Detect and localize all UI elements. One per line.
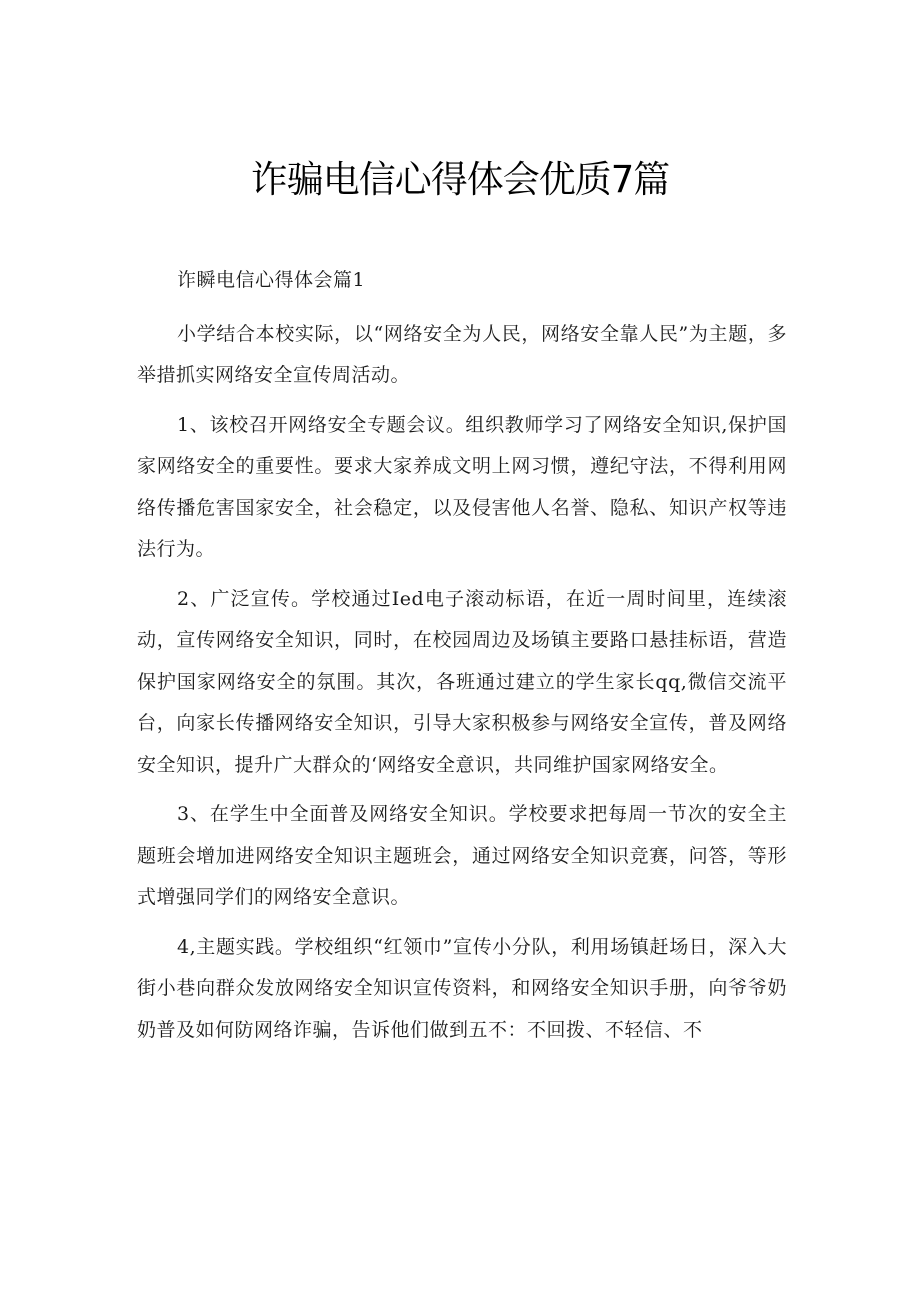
paragraph-intro: 小学结合本校实际，以“网络安全为人民，网络安全靠人民”为主题，多举措抓实网络安全宣传周活动。 (137, 322, 787, 386)
section-heading: 诈瞬电信心得体会篇1 (177, 269, 366, 291)
paragraph-item-4: 4,主题实践。学校组织“红领巾”宣传小分队，利用场镇赶场日，深入大街小巷向群众发放网络安全知识宣传资料，和网络安全知识手册，向爷爷奶奶普及如何防网络诈骗，告诉他们做到五不：不回拨、不轻信、不 (137, 935, 787, 1041)
paragraph-item-3: 3、在学生中全面普及网络安全知识。学校要求把每周一节次的安全主题班会增加进网络安全知识主题班会，通过网络安全知识竞赛，问答，等形式增强同学们的网络安全意识。 (137, 803, 787, 908)
paragraph-item-1: 1、该校召开网络安全专题会议。组织教师学习了网络安全知识,保护国家网络安全的重要性。要求大家养成文明上网习惯，遵纪守法，不得利用网络传播危害国家安全，社会稳定，以及侵害他人名誉、隐私、知识产权等违法行为。 (137, 413, 787, 560)
document-body (137, 260, 787, 1059)
document-title: 诈骗电信心得体会优质7篇 (250, 158, 670, 201)
paragraph-item-2: 2、广泛宣传。学校通过Ied电子滚动标语，在近一周时间里，连续滚动，宣传网络安全知识，同时，在校园周边及场镇主要路口悬挂标语，营造保护国家网络安全的氛围。其次，各班通过建立的学生家长qq,微信交流平台，向家长传播网络安全知识，引导大家积极参与网络安全宣传，普及网络安全知识，提升广大群众的‘网络安全意识，共同维护国家网络安全。 (137, 587, 787, 776)
